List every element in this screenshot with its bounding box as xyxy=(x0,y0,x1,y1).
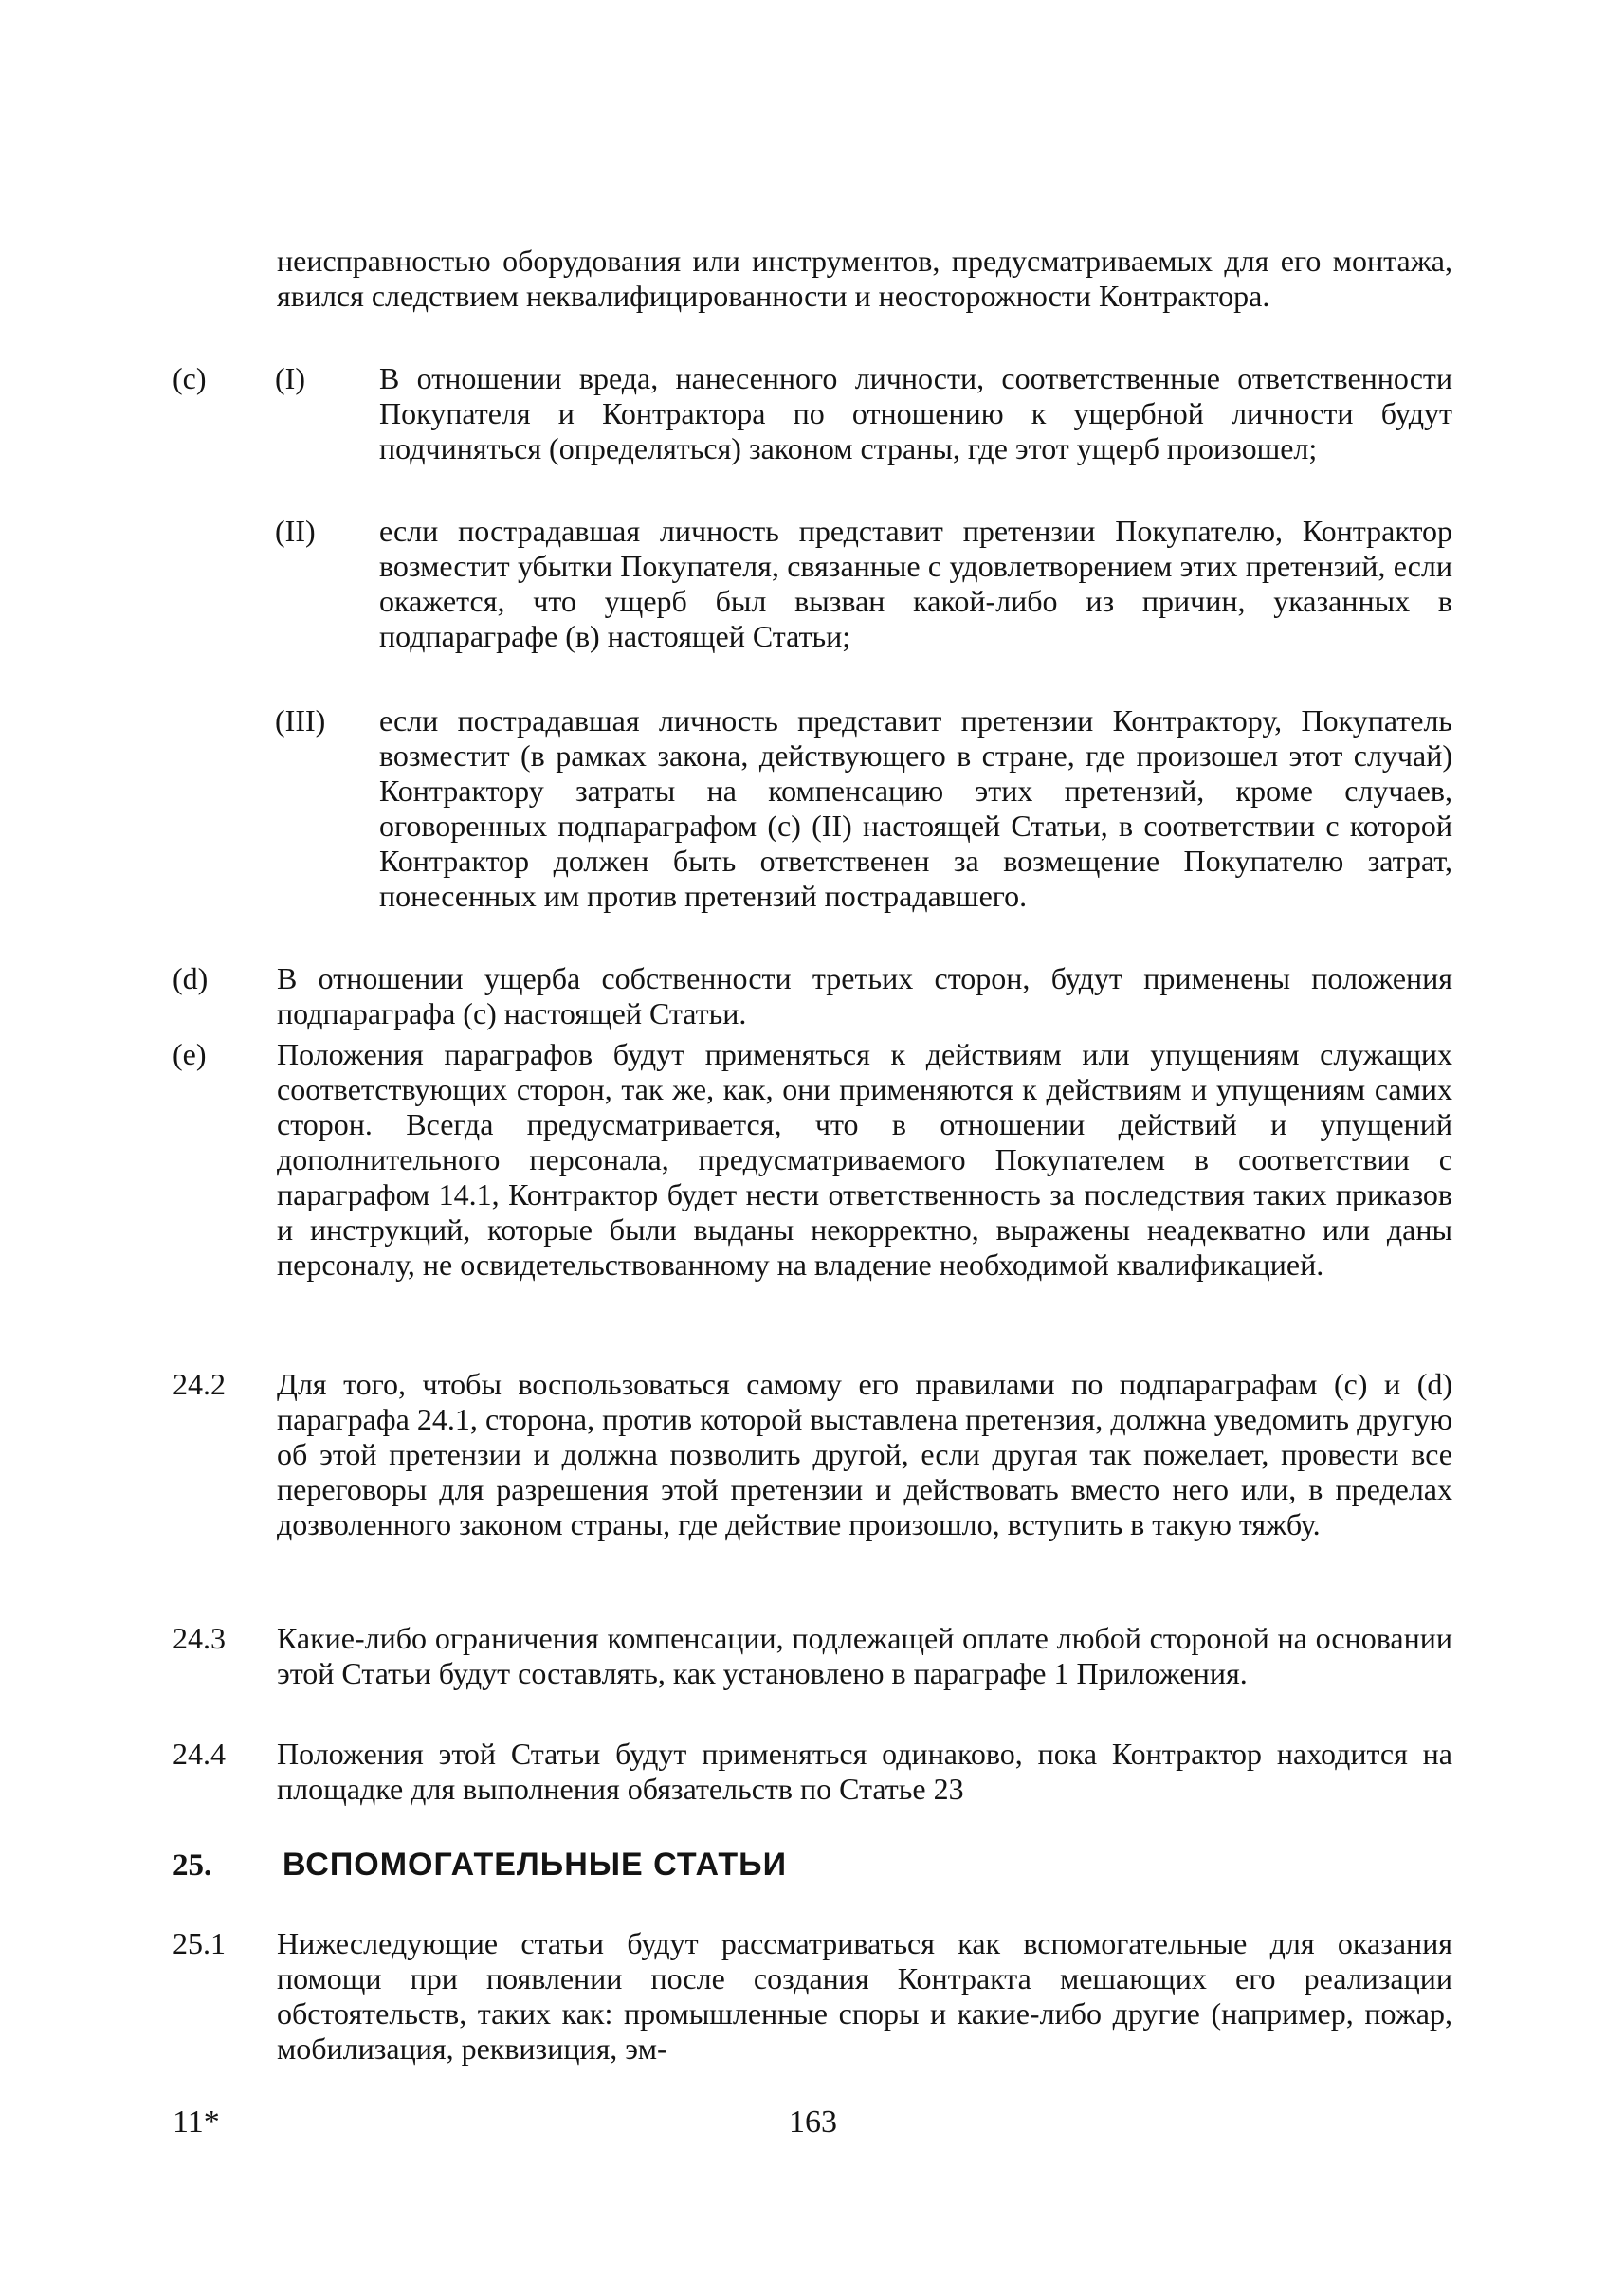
clause-c-label: (с) xyxy=(173,361,207,395)
paragraph-24-3-label: 24.3 xyxy=(173,1621,226,1655)
clause-d-label: (d) xyxy=(173,961,209,995)
clause-c-3-number: (III) xyxy=(275,703,326,738)
intro-paragraph: неисправностью оборудования или инструментов, предусматриваемых для его монтажа, явился следствием неквалифицированности и неосторожности Контрактора. xyxy=(277,244,1452,313)
clause-e-label: (е) xyxy=(173,1037,207,1071)
clause-c-1-number: (I) xyxy=(275,361,305,395)
paragraph-25-1-label: 25.1 xyxy=(173,1926,226,1960)
clause-c-2-text: если пострадавшая личность представит претензии Покупателю, Контрактор возместит убытки Покупателя, связанные с удовлетворением этих претензий, если окажется, что ущерб был вызван какой-либо из причин, указанных в подпараграфе (в) настоящей Статьи; xyxy=(379,514,1452,653)
section-25-number: 25. xyxy=(173,1849,212,1883)
clause-c-3-text: если пострадавшая личность представит претензии Контрактору, Покупатель возместит (в рамках закона, действующего в стране, где произошел этот случай) Контрактору затраты на компенсацию этих претензий, кроме случаев, оговоренных подпараграфом (с) (II) настоящей Статьи, в соответствии с которой Контрактор должен быть ответственен за возмещение Покупателю затрат, понесенных им против претензий пострадавшего. xyxy=(379,703,1452,913)
clause-c-1-text: В отношении вреда, нанесенного личности, соответственные ответственности Покупателя и Контрактора по отношению к ущербной личности будут подчиняться (определяться) законом страны, где этот ущерб произошел; xyxy=(379,361,1452,465)
clause-e-text: Положения параграфов будут применяться к действиям или упущениям служащих соответствующих сторон, так же, как, они применяются к действиям и упущениям самих сторон. Всегда предусматривается, что в отношении действий и упущений дополнительного персонала, предусматриваемого Покупателем в соответствии с параграфом 14.1, Контрактор будет нести ответственность за последствия таких приказов и инструкций, которые были выданы некорректно, выражены неадекватно или даны персоналу, не освидетельствованному на владение необходимой квалификацией. xyxy=(277,1037,1452,1282)
page-number: 163 xyxy=(789,2104,837,2140)
clause-d-text: В отношении ущерба собственности третьих сторон, будут применены положения подпараграфа (с) настоящей Статьи. xyxy=(277,961,1452,1030)
section-25-title: ВСПОМОГАТЕЛЬНЫЕ СТАТЬИ xyxy=(283,1847,787,1883)
paragraph-24-2-text: Для того, чтобы воспользоваться самому его правилами по подпараграфам (с) и (d) параграфа 24.1, сторона, против которой выставлена претензия, должна уведомить другую об этой претензии и должна позволить другой, если другая так пожелает, провести все переговоры для разрешения этой претензии и действовать вместо него или, в пределах дозволенного законом страны, где действие произошло, вступить в такую тяжбу. xyxy=(277,1367,1452,1541)
paragraph-24-3-text: Какие-либо ограничения компенсации, подлежащей оплате любой стороной на основании этой Статьи будут составлять, как установлено в параграфе 1 Приложения. xyxy=(277,1621,1452,1690)
paragraph-24-2-label: 24.2 xyxy=(173,1367,226,1401)
clause-c-2-number: (II) xyxy=(275,514,316,548)
signature-mark: 11* xyxy=(173,2104,220,2140)
paragraph-24-4-text: Положения этой Статьи будут применяться одинаково, пока Контрактор находится на площадке для выполнения обязательств по Статье 23 xyxy=(277,1737,1452,1806)
paragraph-24-4-label: 24.4 xyxy=(173,1737,226,1771)
paragraph-25-1-text: Нижеследующие статьи будут рассматриваться как вспомогательные для оказания помощи при появлении после создания Контракта мешающих его реализации обстоятельств, таких как: промышленные споры и какие-либо другие (например, пожар, мобилизация, реквизиция, эм- xyxy=(277,1926,1452,2066)
